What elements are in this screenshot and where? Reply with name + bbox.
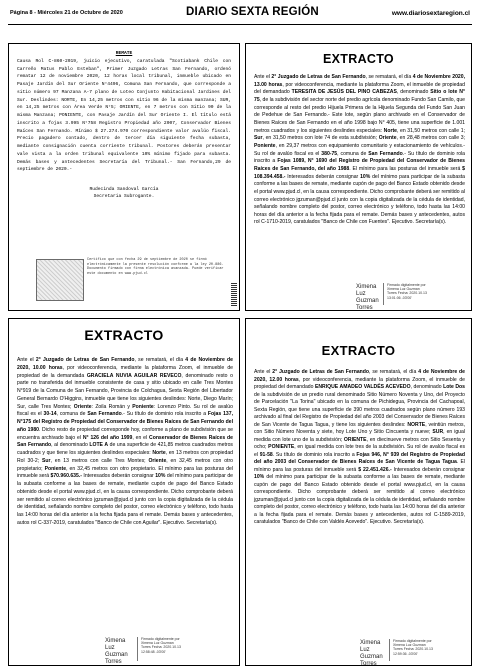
verification-barcode bbox=[231, 282, 237, 306]
signature-details: Firmado digitalmente por Ximena Luz Guzman Torres Fecha: 2020.10.13 12:59:36 -03'00' bbox=[393, 639, 433, 656]
page-date: Página 8 - Miércoles 21 de Octubre de 2020 bbox=[10, 10, 123, 16]
signer-name: Ximena Luz Guzman Torres bbox=[356, 284, 379, 311]
extracto-body: Ante el 2° Juzgado de Letras de San Fernando, se rematará, el día 4 de Noviembre de 2020, 12.00 horas, por videoconferencia, mediante la plataforma Zoom, el inmueble de propiedad del demandado ENRIQUE AMADEO VALDÉS ACEVEDO, denominado Lote Dos de la subdivisión de un predio rural denominado Sitio Número Noventa y Uno, del Proyecto de Parcelación "La Torina" ubicado en la comuna de Pichidegua, Provincia del Cachapoal, Sexta Región, que tiene una superficie de 390 metros cuadrados según plano número 193 archivado al final del Registro de Propiedad del año 2003 del Conservador de Bienes Raíces de San Vicente de Tagua Tagua, y tiene los siguientes deslindes: NORTE, veintiún metros, con Sitio Número Noventa y siete, hoy Lote Uno y Sitio Cincuenta y nueve; SUR, en igual medida con lote uno de la subdivisión; ORIENTE, en diecinueve metros con Sitio Sesenta y ocho; PONIENTE, en igual medida con lote tres de la subdivisión. Su rol de avalúo fiscal es el 91-58. Su título de dominio rola inscrito a Fojas 946, N° 939 del Registro de Propiedad del año 2003 del Conservador de Bienes Raíces de San Vicente de Tagua Tagua. El mínimo para las posturas del inmueble será $ 22.451.426.- Interesados deberán consignar 10% del mínimo para participar de la subasta conforme a las bases de remate, mediante cupón de pago del Banco Estado obtenido desde el portal www.pjud.cl, en la causa correspondiente. Dicho comprobante deberá ser remitido al correo electrónico jgzuman@pjud.cl junto con la copia digitalizada de la cédula de identidad, señalando nombre completo del postor, correo electrónico y teléfono, todo hasta las 14:00 horas del día anterior a la fecha fijada para el remate. Demás bases y antecedentes, autos rol C-1589-2019, caratulados "Banco de Chile con Valdés Acevedo". Ejecutivo. Secretaría(s). bbox=[254, 369, 466, 525]
remate-title: REMATE bbox=[115, 51, 133, 56]
signature-divider bbox=[137, 637, 138, 661]
seal-caption: Certifico que con fecha 29 de septiembre de 2020 se firmó electrónicamente la presente resolución conforme a la ley 20.886. Documento firmado con firma electrónica avanzada. Puede verificar este documento en www.pjud.cl bbox=[87, 258, 224, 276]
remate-body: Causa Rol C-860-2019, juicio ejecutivo, caratulada "Scotiabank Chile con Carreño Matus Pablo Esteban", Primer Juzgado Letras San Fernando, ordenó rematar 12 de noviembre 2020, 12 horas local tribunal, inmueble ubicado en Pasaje Jardín del Sur Oriente N°4496, Comuna San Fernando, que corresponde a sitio número 97 Manzana A-7 plano de Loteo Conjunto Habitacional Jardines del Sur. Deslindes: NORTE, En 14,25 metros con sitio 96 de la misma manzana; SUR, en 14,25 metros con Área Verde N°5; ORIENTE, en 7 metros con Sitio 90 de la misma Manzana; PONIENTE, con Pasaje Jardín del Sur Oriente I. El título está inscrito a fojas 3.995 N°758 Registro Propiedad año 2007, Conservador Bienes Raíces San Fernando. Mínimo $ 27.274.970 correspondiente valor avalúo fiscal. Precio pagadero contado, dentro de tercer día siguiente fecha subasta, mediante consignación cuenta corriente tribunal. Postores deberán presentar vale vista a la orden tribunal equivalente 10% mínimo fijado para subasta. Demás bases y antecedentes Secretaría del Tribunal.- San Fernando,29 de septiembre de 2020.- bbox=[17, 58, 231, 173]
page-header bbox=[8, 6, 472, 25]
remate-text-block bbox=[17, 50, 231, 200]
extracto-body: Ante el 2° Juzgado de Letras de San Fernando, se rematará, el día 4 de Noviembre 2020, 13.00 horas, por videoconferencia, mediante la plataforma Zoom, el inmueble de propiedad del demandado TERESITA DE JESÚS DEL PINO CABEZAS, denominado Sitio o lote N° 75, de la subdivisión del sector norte del predio agrícola denominado Fundo San Camilo, que corresponde al resto del predio Hijuela Primera de la Hijuela Segunda del Fundo San Juan de Pedehue de San Fernando.- Este lote, según plano archivado en el Conservador de Bienes Raíces de San Fernando en el año 1998 bajo N° 405, tiene una superficie de 1.001 metros cuadrados y los siguientes deslindes especiales: Norte, en 31,50 metros con calle 1; Sur, en 31,50 metros con lote 74 de esta subdivisión; Oriente, en 28,48 metros con calle 3; Poniente, en 29,37 metros con equipamiento comunitario y estacionamiento de vehículos.- Su rol de avalúo fiscal es el 380-75, comuna de San Fernando.- Su título de dominio rola inscrito a Fojas 1089, N° 1690 del Registro de Propiedad del Conservador de Bienes Raíces de San Fernando, del año 1988. El mínimo para las posturas del inmueble será $ 108.394.458.- Interesados deberán consignar 10% del mínimo para participar de la subasta conforme a las bases de remate, mediante cupón de pago del Banco Estado obtenido desde el portal www.pjud.cl, en la causa correspondiente. Dicho comprobante deberá ser remitido al correo electrónico jgzuman@pjud.cl junto con la copia digitalizada de la cédula de identidad, señalando nombre completo del postor, correo electrónico y teléfono, todo hasta las 14:00 horas del día anterior a la fecha fijada para el remate. Demás bases y antecedentes, autos rol C-1710-2019, caratulados "Banco de Chile con Fuentes". Ejecutivo. Secretaría(s). bbox=[254, 74, 466, 226]
extracto-notice-pino bbox=[245, 43, 472, 311]
remate-notice bbox=[8, 43, 240, 311]
newspaper-title: DIARIO SEXTA REGIÓN bbox=[186, 6, 319, 18]
extracto-title: EXTRACTO bbox=[84, 327, 164, 343]
remate-sign-name: Rudecinda Sandoval García bbox=[89, 187, 159, 192]
website-link[interactable]: www.diariosextaregion.cl bbox=[391, 10, 470, 17]
signer-name: Ximena Luz Guzman Torres bbox=[105, 638, 128, 665]
electronic-seal-image bbox=[36, 259, 84, 301]
signature-details: Firmado digitalmente por Ximena Luz Guzman Torres Fecha: 2020.10.13 12:58:48 -03'00' bbox=[141, 637, 181, 654]
extracto-body: Ante el 2° Juzgado de Letras de San Fernando, se rematará, el día 4 de Noviembre de 2020, 10.00 horas, por videoconferencia, mediante la plataforma Zoom, el inmueble de propiedad de la demandada GRACIELA NUVIA AGUILAR REVECO, denominado resto o parte no transferida del inmueble consistente de casa y sitio ubicado en calle Tres Montes N°919 de la Comuna de San Fernando, Provincia de Colchagua, Sexta Región del Libertador General Bernardo O'Higgins, inmueble que tiene los siguientes deslindes: Norte, Diego Marín; Sur, calle Tres Montes; Oriente: Zoila Román y Poniente: Lorenzo Pinto. Su rol de avalúo fiscal es el 30-14, comuna de San Fernando.- Su título de dominio rola inscrito a Fojas 137, N°175 del Registro de Propiedad del Conservador de Bienes Raíces de San Fernando del año 1980. Dicho resto de propiedad corresponde hoy, conforme a plano de subdivisión que se encuentra archivado bajo el N° 126 del año 1999, en el Conservador de Bienes Raíces de San Fernando, al denominado LOTE A de una superficie de 421,85 metros cuadrados metros cuadrados y que tiene los siguientes deslindes especiales: Norte, en 13 metros con propiedad Rol 30-2; Sur, en 13 metros con calle Tres Montes; Oriente, en 32,45 metros con otro propietario; Poniente, en 32,45 metros con otro propietario. El mínimo para las posturas del inmueble será $70.960.635.- Interesados deberán consignar 10% del mínimo para participar de la subasta conforme a las bases de remate, mediante cupón de pago del Banco Estado obtenido desde el portal www.pjud.cl, en la causa correspondiente. Dicho comprobante deberá ser remitido al correo electrónico jgzuman@pjud.cl junto con la copia digitalizada de la cédula de identidad, señalando nombre completo del postor, correo electrónico y teléfono, todo hasta las 14:00 horas del día anterior a la fecha fijada para el remate. Demás bases y antecedentes, autos rol C-337-2019, caratulados "Banco de Chile con Aguilar". Ejecutivo. Secretaría(s). bbox=[17, 357, 234, 526]
extracto-notice-aguilar bbox=[8, 318, 240, 666]
signer-name: Ximena Luz Guzman Torres bbox=[360, 640, 383, 667]
extracto-title: EXTRACTO bbox=[321, 343, 396, 358]
remate-signature bbox=[17, 186, 231, 200]
signature-details: Firmado digitalmente por Ximena Luz Guzman Torres Fecha: 2020.10.13 13:01:06 -03'00' bbox=[387, 283, 427, 300]
extracto-notice-valdes bbox=[245, 318, 472, 666]
remate-sign-role: Secretaria Subrogante. bbox=[93, 194, 155, 199]
extracto-title: EXTRACTO bbox=[323, 52, 394, 66]
signature-divider bbox=[383, 283, 384, 305]
signature-divider bbox=[389, 639, 390, 661]
